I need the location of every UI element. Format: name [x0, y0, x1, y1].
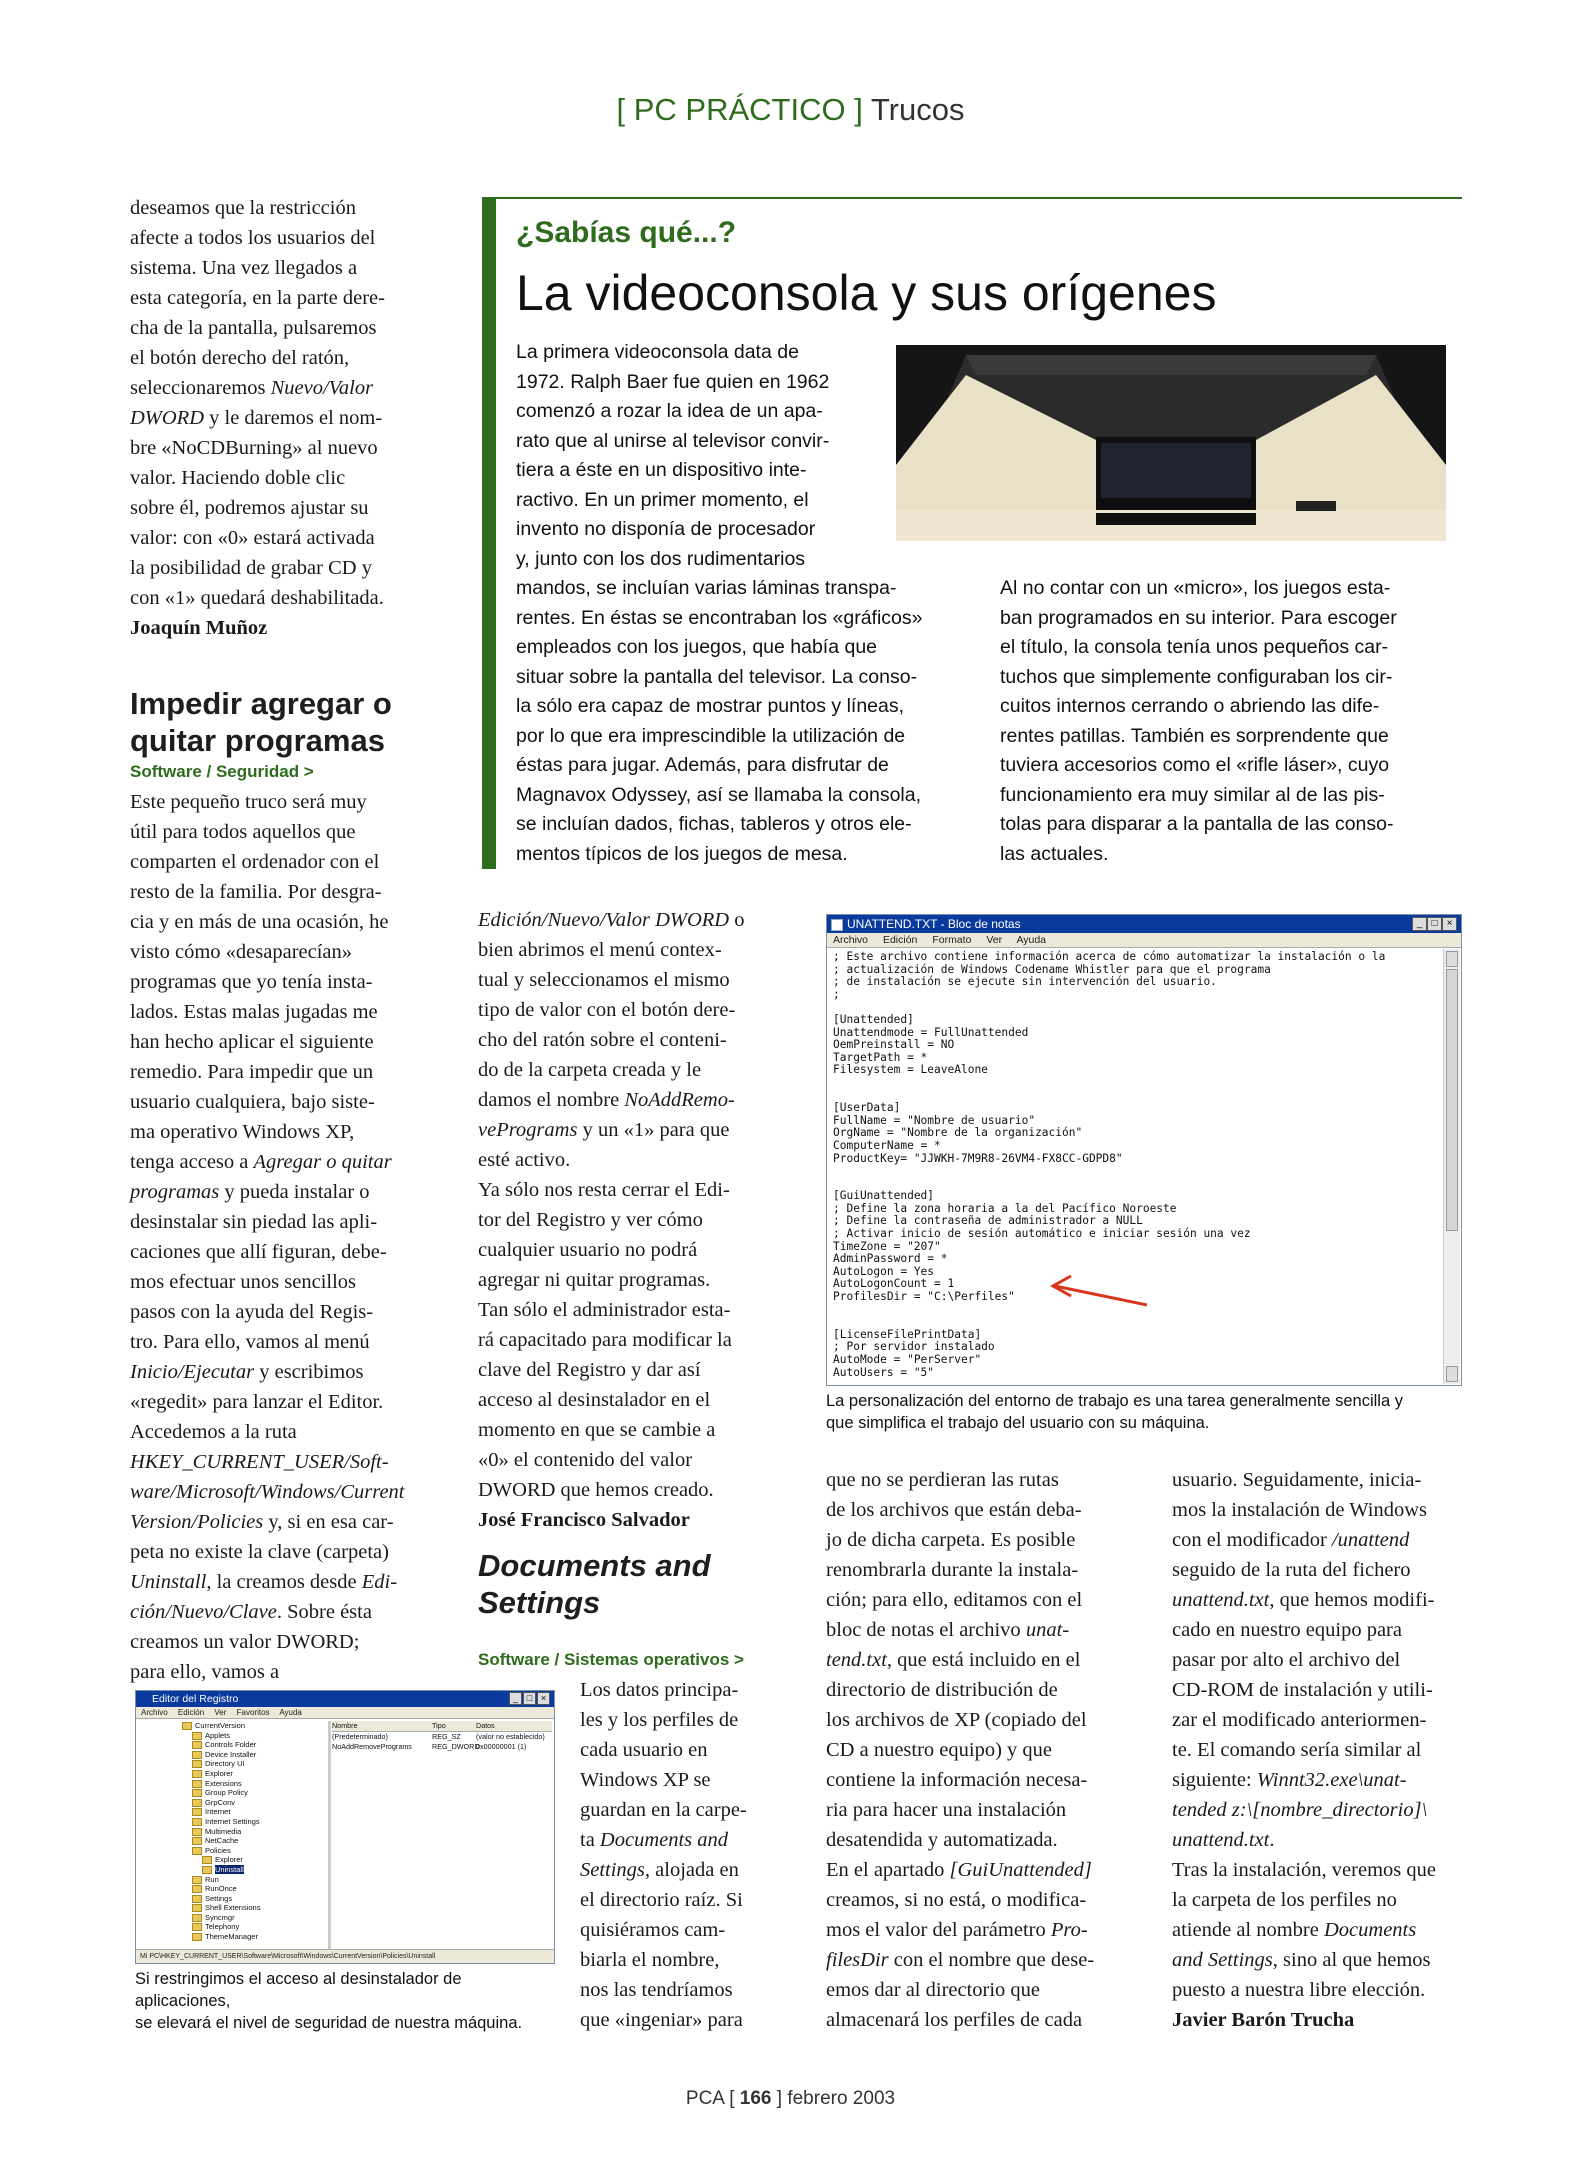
- notepad-line: ProfilesDir = "C:\Perfiles": [833, 1290, 1015, 1304]
- notepad-line: ; Activar inicio de sesión automático e iniciar sesión una vez: [833, 1227, 1251, 1241]
- registry-titlebar[interactable]: [136, 1691, 554, 1707]
- menu-ayuda[interactable]: Ayuda: [1016, 934, 1047, 946]
- page-footer: PCA [ 166 ] febrero 2003: [685, 2088, 896, 2109]
- article2-section: Software / Sistemas operativos >: [478, 1650, 744, 1669]
- footer-brand: PCA: [685, 2088, 724, 2109]
- text-line: sistema. Una vez llegados a: [130, 257, 358, 279]
- tree-item[interactable]: Explorer: [138, 1855, 328, 1865]
- folder-icon: [192, 1732, 202, 1740]
- tree-item[interactable]: Explorer: [138, 1769, 328, 1779]
- sidebar-accent-bar: [482, 197, 496, 869]
- folder-icon: [202, 1856, 212, 1864]
- notepad-line: ; de instalación se ejecute sin intervención del usuario.: [833, 975, 1217, 989]
- maximize-icon[interactable]: □: [1427, 917, 1442, 931]
- notepad-line: [833, 1077, 1439, 1090]
- tree-item[interactable]: Controls Folder: [138, 1740, 328, 1750]
- scroll-up-icon[interactable]: [1446, 951, 1458, 967]
- author: Joaquín Muñoz: [130, 617, 268, 639]
- text-line: cha de la pantalla, pulsaremos: [130, 317, 377, 339]
- notepad-text-area[interactable]: [833, 951, 1439, 1383]
- notepad-line: [Unattended]: [833, 1012, 914, 1026]
- notepad-line: [GuiUnattended]: [833, 1189, 935, 1203]
- maximize-icon[interactable]: □: [523, 1692, 536, 1705]
- tree-item[interactable]: Shell Extensions: [138, 1903, 328, 1913]
- folder-icon: [192, 1780, 202, 1788]
- notepad-line: ; Por servidor instalado: [833, 1340, 995, 1354]
- notepad-line: TimeZone = "207": [833, 1239, 941, 1253]
- tree-item[interactable]: Group Policy: [138, 1788, 328, 1798]
- tree-item[interactable]: Internet Settings: [138, 1817, 328, 1827]
- article1-col2: Edición/Nuevo/Valor DWORD o bien abrimos el menú contex- tual y seleccionamos el mismo tipo de valor con el botón dere- cho del ratón sobre el conteni- do de la carpeta creada y le damos el nombre NoAddRemo- vePrograms y un «1» para que esté activo. Ya sólo nos resta cerrar el Edi- tor del Registro y ver cómo cualquier usuario no podrá agregar ni quitar programas. Tan sólo el administrador esta- rá capacitado para modificar la clave del Registro y dar así acceso al desinstalador en el momento en que se cambie a «0» el contenido del valor DWORD que hemos creado. José Francisco Salvador: [478, 905, 788, 1535]
- registry-window: [135, 1690, 555, 1964]
- table-row[interactable]: NoAddRemovePrograms REG_DWORD 0x00000001 (1): [332, 1742, 527, 1751]
- article1-col1: Este pequeño truco será muy útil para todos aquellos que comparten el ordenador con el resto de la familia. Por desgra- cia y en más de una ocasión, he visto cómo «desaparecían» programas que yo tenía insta- lados. Estas malas jugadas me han hecho aplicar el siguiente remedio. Para impedir que un usuario cualquiera, bajo siste- ma operativo Windows XP, tenga acceso a Agregar o quitar programas y pueda instalar o desinstalar sin piedad las apli- caciones que allí figuran, debe- mos efectuar unos sencillos pasos con la ayuda del Regis- tro. Para ello, vamos al menú Inicio/Ejecutar y escribimos «regedit» para lanzar el Editor. Accedemos a la ruta HKEY_CURRENT_USER/Soft- ware/Microsoft/Windows/Current Version/Policies y, si en esa car- peta no existe la clave (carpeta) Uninstall, la creamos desde Edi- ción/Nuevo/Clave. Sobre ésta creamos un valor DWORD; para ello, vamos a: [130, 791, 405, 1683]
- article2-col3: que no se perdieran las rutas de los archivos que están deba- jo de dicha carpeta. Es posible renombrarla durante la instala- ción; para ello, editamos con el bloc de notas el archivo unat- tend.txt, que está incluido en el directorio de distribución de los archivos de XP (copiado del CD a nuestro equipo) y que contiene la información necesa- ria para hacer una instalación desatendida y automatizada. En el apartado [GuiUnattended] creamos, si no está, o modifica- mos el valor del parámetro Pro- filesDir con el nombre que dese- emos dar al directorio que almacenará los perfiles de cada: [826, 1469, 1095, 2031]
- folder-icon: [192, 1933, 202, 1941]
- list-header: [332, 1721, 552, 1732]
- sidebar-top-rule: [482, 197, 1462, 199]
- author: José Francisco Salvador: [478, 1509, 690, 1531]
- tree-item[interactable]: CurrentVersion: [138, 1721, 328, 1731]
- folder-icon: [192, 1837, 202, 1845]
- tree-item[interactable]: Directory UI: [138, 1759, 328, 1769]
- menu-formato[interactable]: Formato: [932, 934, 972, 946]
- notepad-line: AutoMode = "PerServer": [833, 1353, 982, 1366]
- notepad-line: AutoUsers = "5": [833, 1365, 935, 1379]
- folder-icon: [192, 1818, 202, 1826]
- registry-statusbar: Mi PC\HKEY_CURRENT_USER\Software\Microsoft\Windows\CurrentVersion\Policies\Uninstall: [136, 1949, 554, 1963]
- registry-value-list: [332, 1721, 552, 1949]
- close-icon[interactable]: ×: [537, 1692, 550, 1705]
- folder-icon: [192, 1904, 202, 1912]
- folder-icon: [192, 1923, 202, 1931]
- console-illustration: [896, 345, 1446, 541]
- notepad-line: AutoLogonCount = 1: [833, 1277, 955, 1291]
- notepad-menubar: [827, 933, 1461, 948]
- notepad-scrollbar[interactable]: [1443, 949, 1460, 1384]
- menu-edicion[interactable]: Edición: [177, 1708, 205, 1717]
- text-line: valor: con «0» estará activada: [130, 527, 375, 549]
- column-datos[interactable]: Datos: [476, 1721, 495, 1730]
- text-line: la posibilidad de grabar CD y: [130, 557, 372, 579]
- header-section: [ PC PRÁCTICO ]: [616, 92, 863, 127]
- minimize-icon[interactable]: _: [509, 1692, 522, 1705]
- folder-icon: [182, 1722, 192, 1730]
- notepad-line: ; Define la contraseña de administrador a NULL: [833, 1214, 1143, 1228]
- header-subsection: Trucos: [870, 92, 965, 127]
- tree-item[interactable]: ThemeManager: [138, 1932, 328, 1942]
- tree-item[interactable]: RunOnce: [138, 1884, 328, 1894]
- notepad-app-icon: [831, 919, 843, 931]
- tree-item[interactable]: Settings: [138, 1894, 328, 1904]
- notepad-line: [833, 1316, 1439, 1329]
- tree-item[interactable]: Multimedia: [138, 1827, 328, 1837]
- menu-ayuda[interactable]: Ayuda: [279, 1708, 302, 1717]
- notepad-titlebar[interactable]: [827, 915, 1461, 933]
- notepad-line: FullName = "Nombre de usuario": [833, 1113, 1036, 1127]
- scroll-down-icon[interactable]: [1446, 1366, 1458, 1382]
- notepad-title: UNATTEND.TXT - Bloc de notas: [847, 917, 1021, 931]
- article2-title: Documents and Settings: [478, 1548, 711, 1620]
- folder-icon: [192, 1760, 202, 1768]
- registry-menubar: [136, 1707, 554, 1719]
- notepad-line: AdminPassword = *: [833, 1252, 948, 1266]
- menu-ver[interactable]: Ver: [986, 934, 1003, 946]
- minimize-icon[interactable]: _: [1412, 917, 1427, 931]
- folder-icon: [192, 1789, 202, 1797]
- tree-item[interactable]: Applets: [138, 1731, 328, 1741]
- folder-icon: [192, 1751, 202, 1759]
- registry-title: Editor del Registro: [152, 1693, 239, 1705]
- folder-icon: [192, 1895, 202, 1903]
- text-line: deseamos que la restricción: [130, 197, 356, 219]
- tree-item[interactable]: Policies: [138, 1846, 328, 1856]
- notepad-line: AutoLogon = Yes: [833, 1264, 935, 1278]
- tree-item[interactable]: NetCache: [138, 1836, 328, 1846]
- notepad-line: ProductKey= "JJWKH-7M9R8-26VM4-FX8CC-GDPD8": [833, 1151, 1123, 1165]
- notepad-line: TargetPath = *: [833, 1050, 928, 1064]
- notepad-line: ;: [833, 987, 840, 1001]
- console-photo: [896, 345, 1446, 541]
- menu-favoritos[interactable]: Favoritos: [236, 1708, 270, 1717]
- folder-icon: [192, 1741, 202, 1749]
- folder-icon: [202, 1866, 212, 1874]
- notepad-line: ; Define la zona horaria a la del Pacífico Noroeste: [833, 1201, 1177, 1215]
- table-row[interactable]: (Predeterminado) REG_SZ (valor no establecido): [332, 1732, 545, 1741]
- notepad-line: [UserData]: [833, 1101, 901, 1115]
- footer-date: febrero 2003: [787, 2088, 896, 2109]
- text-line: afecte a todos los usuarios del: [130, 227, 376, 249]
- registry-tree[interactable]: [138, 1721, 331, 1949]
- tree-item[interactable]: Run: [138, 1875, 328, 1885]
- article1-title: Impedir agregar o quitar programas: [130, 686, 392, 758]
- article2-col4: usuario. Seguidamente, inicia- mos la instalación de Windows con el modificador /unattend seguido de la ruta del fichero unattend.txt, que hemos modifi- cado en nuestro equipo para pasar por alto el archivo del CD-ROM de instalación y utili- zar el modificado anteriormen- te. El comando sería similar al siguiente: Winnt32.exe\unat- tended z:\[nombre_directorio]\ unattend.txt. Tras la instalación, veremos que la carpeta de los perfiles no atiende al nombre Documents and Settings, sino al que hemos puesto a nuestra libre elección. Javier Barón Trucha: [1172, 1465, 1472, 2035]
- folder-icon: [192, 1770, 202, 1778]
- running-header: [0, 92, 1581, 128]
- notepad-line: [833, 1001, 1439, 1014]
- notepad-window: [826, 914, 1462, 1386]
- notepad-line: [833, 1165, 1439, 1178]
- text-line: bre «NoCDBurning» al nuevo: [130, 437, 378, 459]
- notepad-line: ; Este archivo contiene información acerca de cómo automatizar la instalación o la: [833, 950, 1386, 963]
- notepad-line: [LicenseFilePrintData]: [833, 1327, 982, 1341]
- red-arrow-icon: [1047, 1270, 1157, 1310]
- scroll-thumb[interactable]: [1446, 969, 1458, 1231]
- folder-icon: [192, 1828, 202, 1836]
- tree-item[interactable]: GrpConv: [138, 1798, 328, 1808]
- notepad-line: Filesystem = LeaveAlone: [833, 1063, 988, 1077]
- tree-item[interactable]: Internet: [138, 1807, 328, 1817]
- folder-icon: [192, 1847, 202, 1855]
- folder-icon: [192, 1876, 202, 1884]
- text-line: valor. Haciendo doble clic: [130, 467, 346, 489]
- notepad-line: Unattendmode = FullUnattended: [833, 1025, 1029, 1039]
- notepad-line: OemPreinstall = NO: [833, 1038, 955, 1052]
- tree-item[interactable]: Extensions: [138, 1779, 328, 1789]
- col1-intro: [130, 193, 430, 643]
- sidebar-col-b: Al no contar con un «micro», los juegos esta- ban programados en su interior. Para escoger el título, la consola tenía unos pequeños car- tuchos que simplemente configuraban los cir- cuitos internos cerrando o abriendo las dife- rentes patillas. También es sorprendente que tuviera accesorios como el «rifle láser», cuyo funcionamiento era muy similar al de las pis- tolas para disparar a la pantalla de las conso- las actuales.: [1000, 577, 1397, 865]
- menu-edicion[interactable]: Edición: [882, 934, 918, 946]
- notepad-line: OrgName = "Nombre de la organización": [833, 1126, 1083, 1140]
- text-line: DWORD y le daremos el nom-: [130, 407, 383, 429]
- close-icon[interactable]: ×: [1442, 917, 1457, 931]
- tree-item[interactable]: Device Installer: [138, 1750, 328, 1760]
- text-line: esta categoría, en la parte dere-: [130, 287, 385, 309]
- folder-icon: [192, 1799, 202, 1807]
- text-line: el botón derecho del ratón,: [130, 347, 350, 369]
- sidebar-title: La videoconsola y sus orígenes: [516, 265, 1217, 321]
- notepad-line: [833, 1090, 1439, 1103]
- author: Javier Barón Trucha: [1172, 2009, 1355, 2031]
- notepad-caption: La personalización del entorno de trabajo es una tarea generalmente sencilla y que simplifica el trabajo del usuario con su máquina.: [826, 1392, 1403, 1432]
- text-line: sobre él, podremos ajustar su: [130, 497, 369, 519]
- menu-archivo[interactable]: Archivo: [833, 934, 869, 946]
- article1-section: Software / Seguridad >: [130, 762, 314, 781]
- text-line: con «1» quedará deshabilitada.: [130, 587, 384, 609]
- notepad-line: ComputerName = *: [833, 1138, 941, 1152]
- tree-item[interactable]: Uninstall: [138, 1865, 328, 1875]
- folder-icon: [192, 1914, 202, 1922]
- sidebar-col-a: La primera videoconsola data de 1972. Ralph Baer fue quien en 1962 comenzó a rozar la idea de un apa- rato que al unirse al televisor convir- tiera a éste en un dispositivo inte- ractivo. En un primer momento, el invento no disponía de procesador y, junto con los dos rudimentarios mandos, se incluían varias láminas transpa- rentes. En éstas se encontraban los «gráficos» empleados con los juegos, que había que situar sobre la pantalla del televisor. La conso- la sólo era capaz de mostrar puntos y líneas, por lo que era imprescindible la utilización de éstas para jugar. Además, para disfrutar de Magnavox Odyssey, así se llamaba la consola, se incluían dados, fichas, tableros y otros ele- mentos típicos de los juegos de mesa.: [516, 341, 923, 865]
- registry-caption: Si restringimos el acceso al desinstalador de aplicaciones, se elevará el nivel de seguridad de nuestra máquina.: [135, 1970, 523, 2032]
- tree-item[interactable]: Telephony: [138, 1922, 328, 1932]
- folder-icon: [192, 1808, 202, 1816]
- menu-archivo[interactable]: Archivo: [141, 1708, 168, 1717]
- menu-ver[interactable]: Ver: [214, 1708, 227, 1717]
- column-nombre[interactable]: Nombre: [332, 1721, 358, 1730]
- article2-col-narrow: Los datos principa- les y los perfiles de cada usuario en Windows XP se guardan en la carpe- ta Documents and Settings, alojada en el directorio raíz. Si quisiéramos cam- biarla el nombre, nos las tendríamos que «ingeniar» para: [580, 1679, 747, 2031]
- text-line: seleccionaremos Nuevo/Valor: [130, 377, 374, 399]
- column-tipo[interactable]: Tipo: [432, 1721, 446, 1730]
- sidebar-kicker: ¿Sabías qué...?: [516, 216, 737, 249]
- folder-icon: [192, 1885, 202, 1893]
- page-number: 166: [739, 2088, 772, 2109]
- tree-item[interactable]: Syncmgr: [138, 1913, 328, 1923]
- notepad-line: ; actualización de Windows Codename Whistler para que el programa: [833, 962, 1271, 976]
